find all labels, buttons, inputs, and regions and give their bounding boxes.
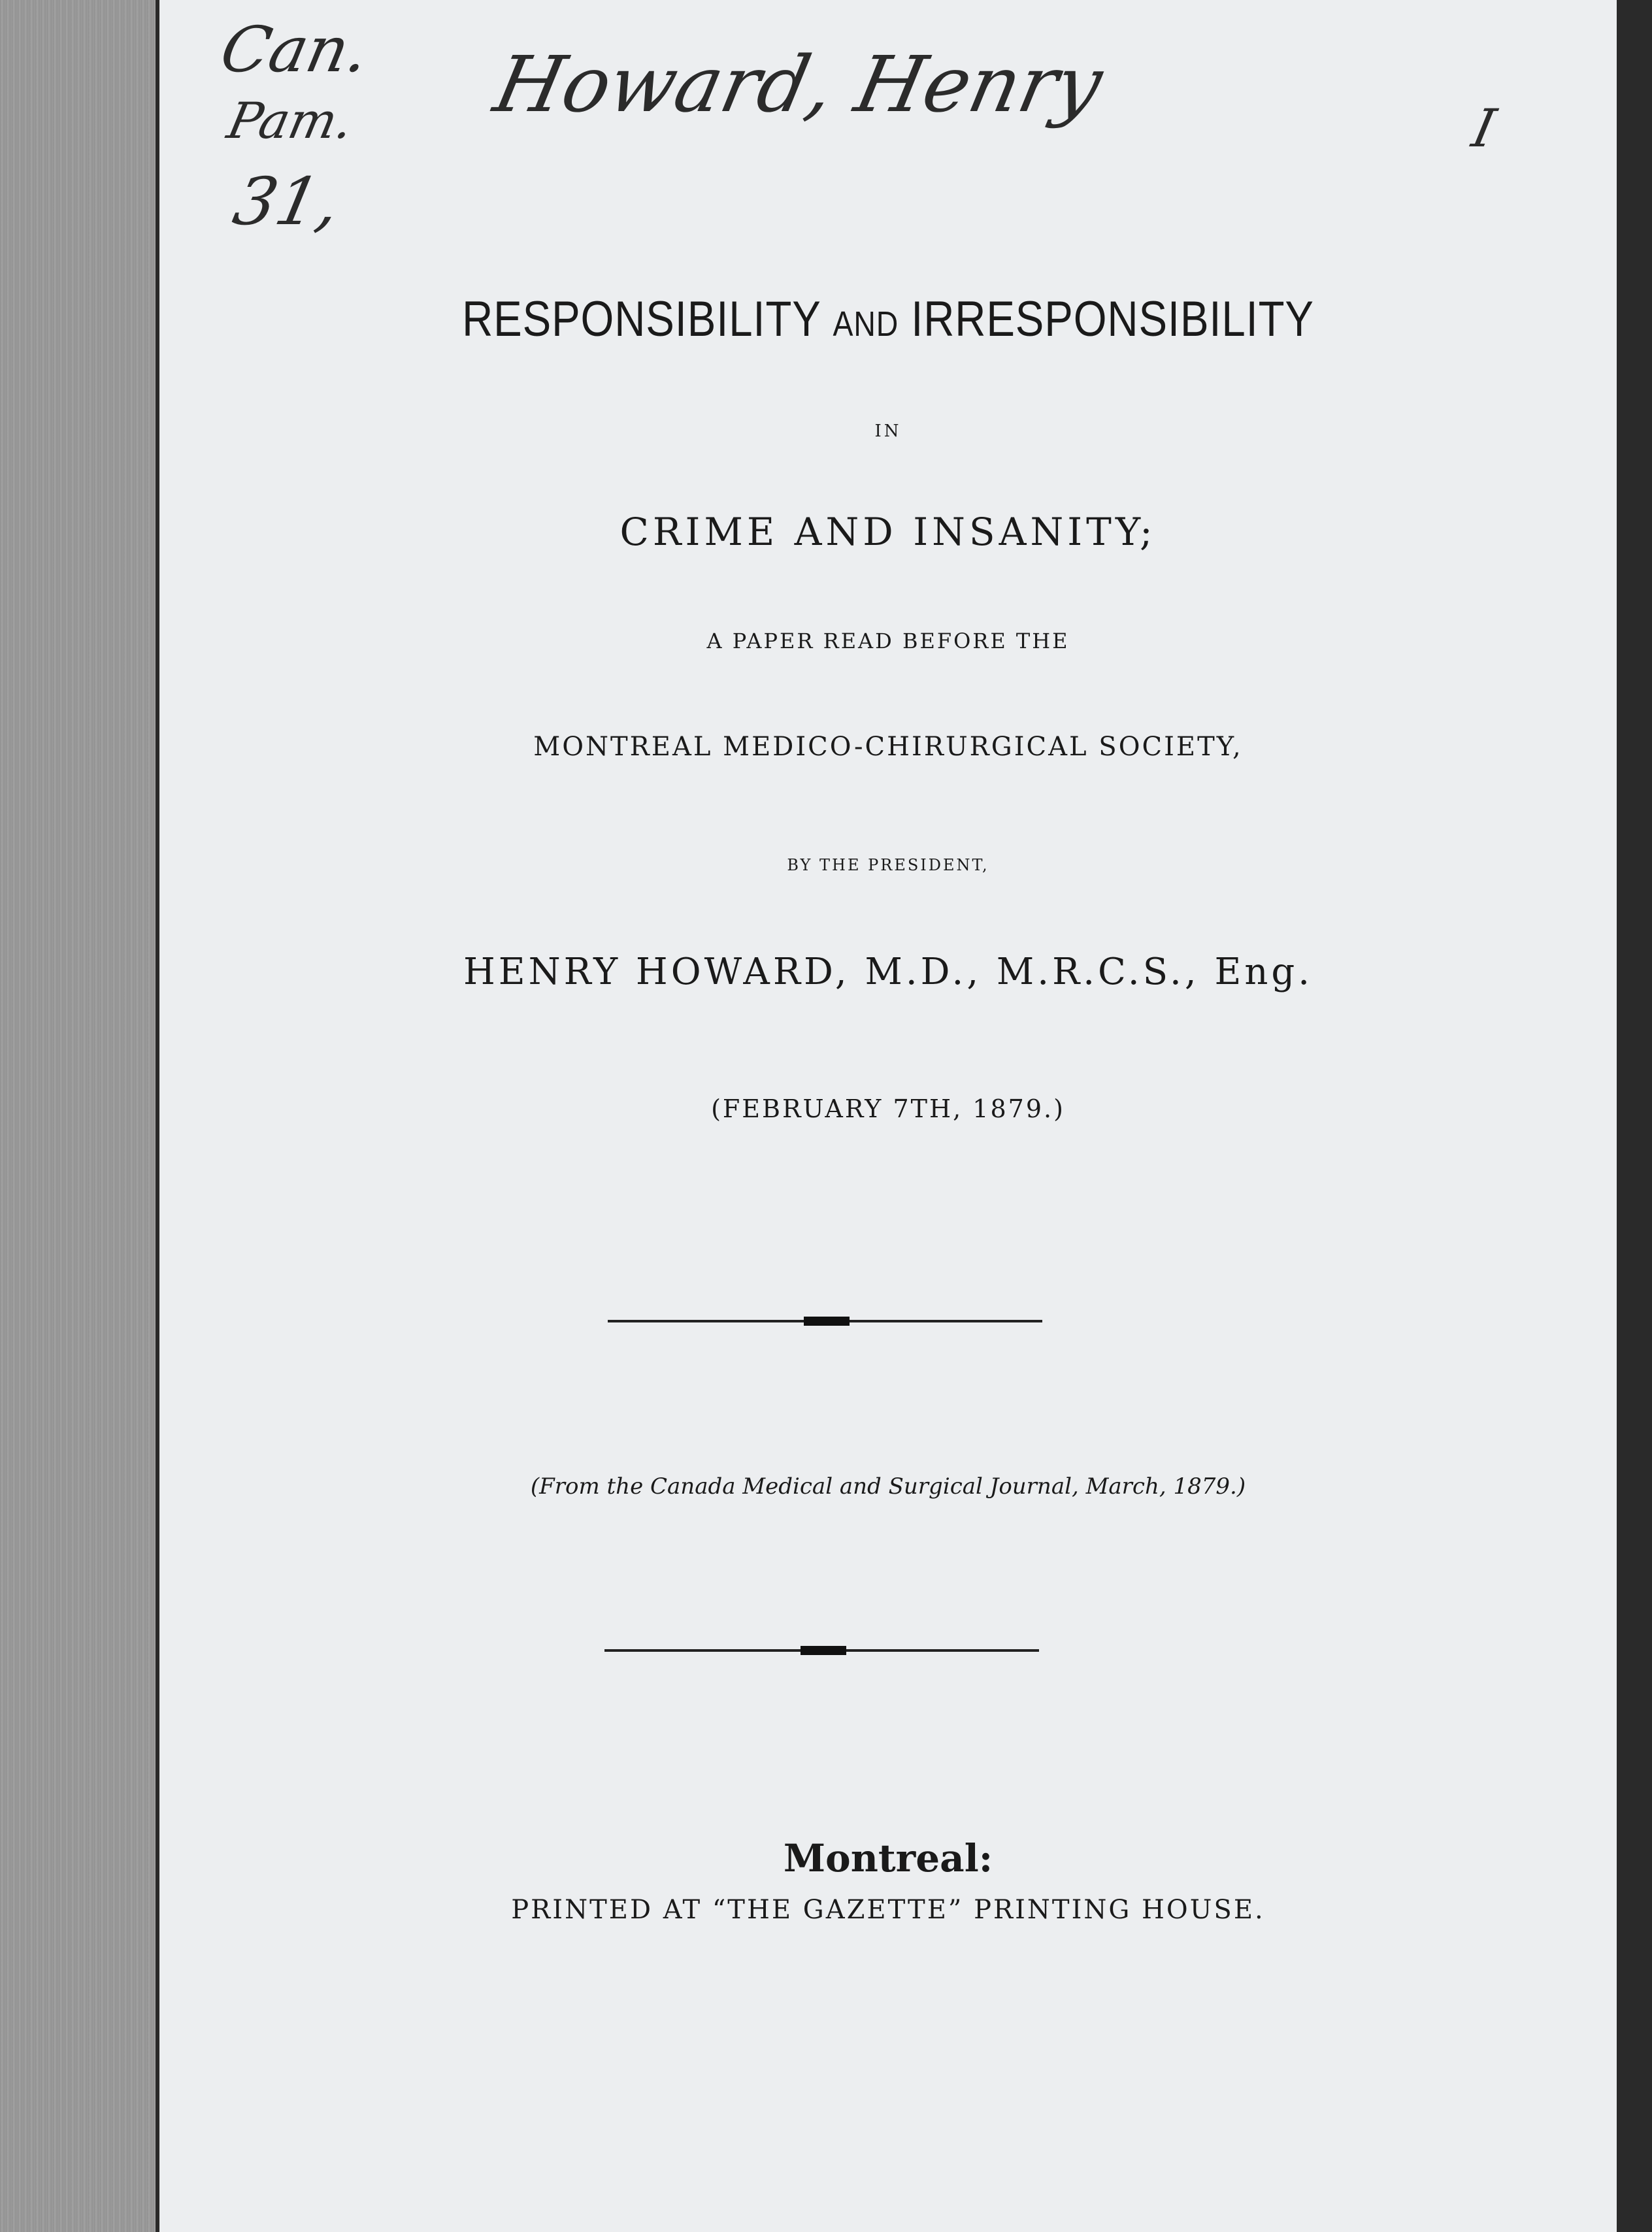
handwritten-line1: Can. — [214, 13, 376, 86]
ornament-rule-left-1 — [608, 1320, 804, 1322]
ornament-rule-left-2 — [604, 1649, 801, 1652]
author-name: HENRY HOWARD, M.D., M.R.C.S., Eng. — [463, 951, 1313, 993]
ornament-rule-center-2 — [801, 1646, 846, 1655]
handwritten-line2: Pam. — [222, 91, 359, 150]
handwritten-name: Howard, Henry — [487, 39, 1110, 129]
title-word-irresponsibility: IRRESPONSIBILITY — [911, 291, 1314, 347]
ornament-rule-center-1 — [804, 1317, 850, 1326]
handwritten-number: 31, — [227, 163, 348, 240]
handwritten-corner-mark: I — [1467, 98, 1501, 159]
ornament-rule-right-1 — [850, 1320, 1042, 1322]
paper-read-before: A PAPER READ BEFORE THE — [706, 629, 1070, 653]
imprint-printer: PRINTED AT “THE GAZETTE” PRINTING HOUSE. — [511, 1895, 1265, 1925]
imprint-place: Montreal: — [783, 1836, 993, 1880]
binding-spine — [0, 0, 159, 2232]
title-word-responsibility: RESPONSIBILITY — [462, 291, 821, 347]
subtitle-crime-insanity: CRIME AND INSANITY; — [620, 510, 1157, 554]
reading-date: (FEBRUARY 7TH, 1879.) — [711, 1094, 1065, 1123]
by-the-president: BY THE PRESIDENT, — [787, 856, 989, 874]
title-in: IN — [874, 421, 902, 441]
main-title — [261, 291, 1515, 348]
ornament-rule-right-2 — [846, 1649, 1039, 1652]
society-name: MONTREAL MEDICO-CHIRURGICAL SOCIETY, — [533, 732, 1243, 762]
title-word-and: AND — [833, 304, 899, 344]
source-journal: (From the Canada Medical and Surgical Journal, March, 1879.) — [530, 1473, 1246, 1500]
scan-edge — [1617, 0, 1652, 2232]
